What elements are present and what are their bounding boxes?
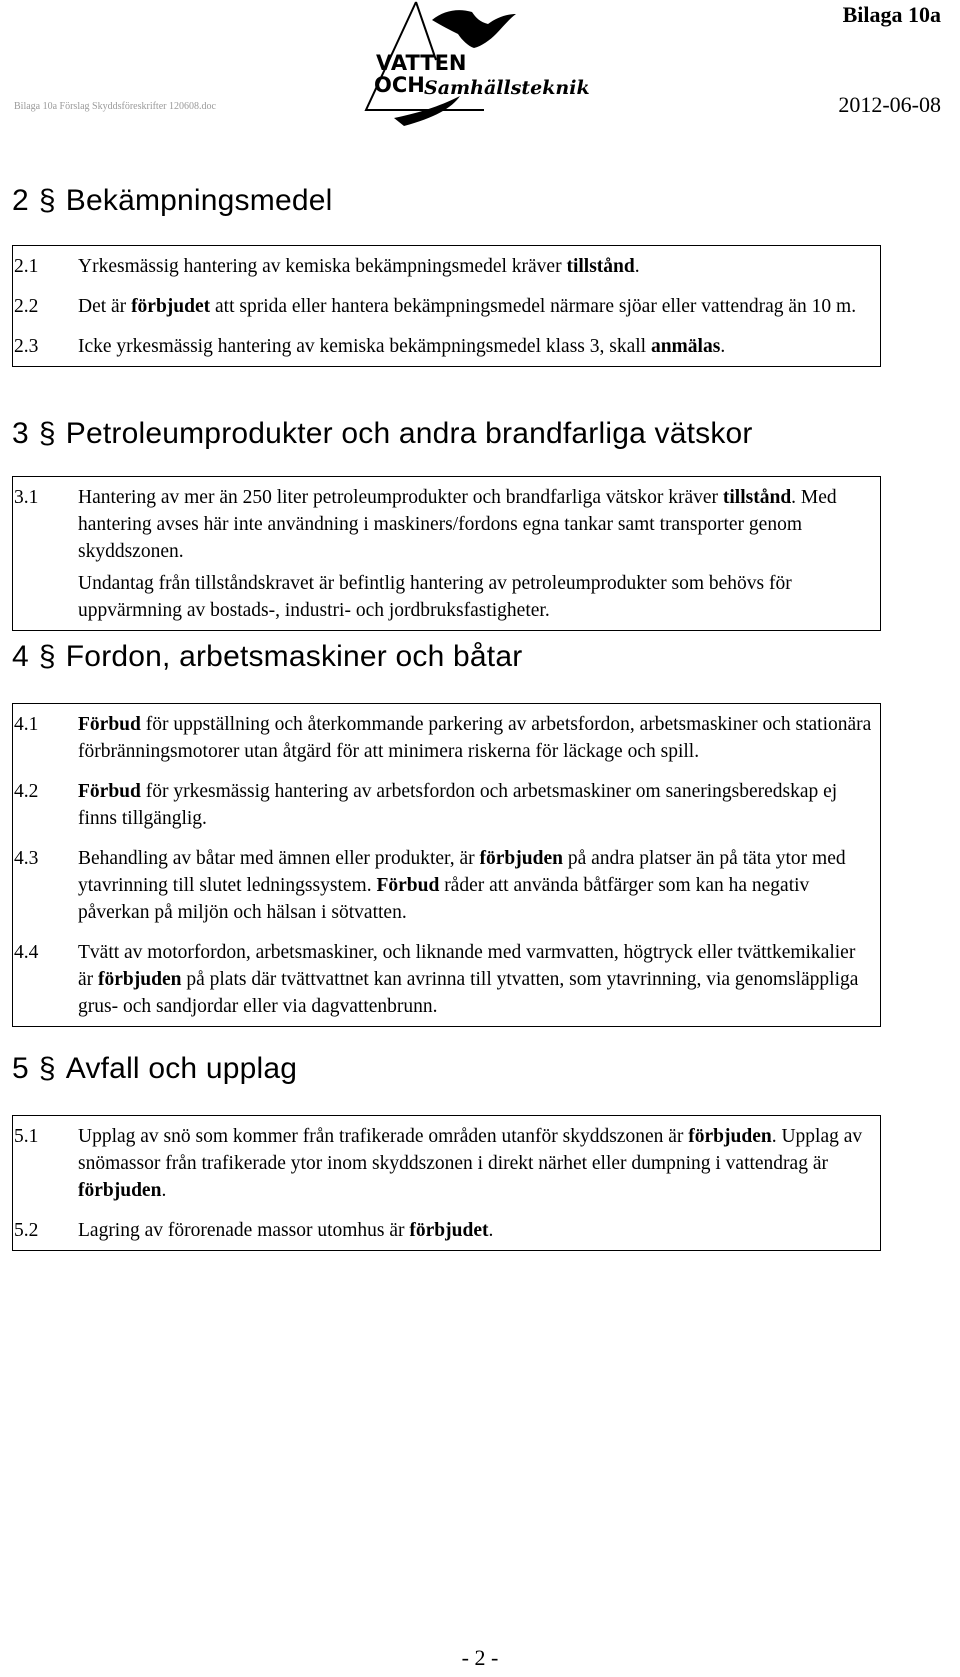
rule-fragment: Hantering av mer än 250 liter petroleumprodukter och brandfarliga vätskor kräver	[78, 487, 723, 508]
rule-number: 4.1	[13, 704, 69, 772]
rule-fragment: .	[488, 1220, 494, 1241]
table-row	[13, 1116, 881, 1211]
bird-icon	[432, 10, 516, 48]
table-row	[13, 1210, 881, 1251]
rule-fragment: Lagring av förorenade massor utomhus är	[78, 1220, 410, 1241]
appendix-label: Bilaga 10a	[842, 2, 941, 27]
rule-emphasis: förbjudet	[131, 296, 211, 317]
rule-emphasis: Förbud	[78, 781, 141, 802]
logo-line3: Samhällsteknik	[424, 77, 590, 99]
rule-fragment: Det är	[78, 296, 132, 317]
rule-fragment: .	[161, 1180, 167, 1201]
rules-table-section-5	[12, 1115, 881, 1251]
rule-fragment: på andra platser än på täta ytor med ytavrinning till slutet ledningssystem.	[78, 848, 846, 896]
rule-number: 2.1	[13, 246, 69, 287]
section-heading-4	[12, 640, 522, 674]
table-row	[13, 477, 881, 631]
rule-emphasis: tillstånd	[566, 256, 635, 277]
rule-text	[68, 1116, 881, 1211]
table-row	[13, 704, 881, 772]
rule-emphasis: Förbud	[78, 714, 141, 735]
rule-text	[68, 477, 881, 631]
section-number: 4	[12, 640, 29, 673]
paragraph-symbol: §	[38, 417, 56, 450]
table-row	[13, 326, 881, 367]
rule-emphasis: anmälas	[650, 336, 721, 357]
section-number: 3	[12, 417, 29, 450]
section-number: 2	[12, 184, 29, 217]
logo-line2: OCH	[374, 73, 425, 97]
rule-text	[68, 286, 881, 326]
rules-table-section-4	[12, 703, 881, 1027]
rule-emphasis: förbjuden	[78, 1180, 162, 1201]
paragraph-symbol: §	[38, 640, 56, 673]
rule-number: 3.1	[13, 477, 69, 631]
table-row	[13, 286, 881, 326]
rule-emphasis: förbjuden	[98, 969, 182, 990]
rule-fragment: . Med hantering avses här inte användning i maskiners/fordons egna tankar samt transporter genom skyddszonen.	[78, 487, 837, 562]
rule-fragment: . Upplag av snömassor från trafikerade ytor inom skyddszonen i direkt närhet eller dumpning i vattendrag är	[78, 1126, 863, 1174]
rule-text	[68, 326, 881, 367]
vatten-och-samhallsteknik-logo	[364, 0, 600, 134]
logo-line1: VATTEN	[376, 51, 467, 75]
table-row	[13, 932, 881, 1027]
rule-emphasis: förbjuden	[479, 848, 563, 869]
section-title: Bekämpningsmedel	[65, 184, 333, 217]
rule-fragment: råder att använda båtfärger som kan ha negativ påverkan på miljön och hälsan i sötvatten.	[78, 875, 810, 923]
rule-text	[68, 246, 881, 287]
paragraph-symbol: §	[38, 1052, 56, 1085]
rule-number: 4.4	[13, 932, 69, 1027]
section-number: 5	[12, 1052, 29, 1085]
paragraph-symbol: §	[38, 184, 56, 217]
table-row	[13, 246, 881, 287]
filename-label: Bilaga 10a Förslag Skyddsföreskrifter 120608.doc	[14, 101, 216, 112]
rule-fragment: Behandling av båtar med ämnen eller produkter, är	[78, 848, 480, 869]
section-title: Avfall och upplag	[65, 1052, 298, 1085]
section-heading-5	[12, 1052, 297, 1086]
rule-extra-text: Undantag från tillståndskravet är befintlig hantering av petroleumprodukter som behövs för uppvärmning av bostads-, industri- och jordbruksfastigheter.	[78, 573, 792, 621]
section-title: Petroleumprodukter och andra brandfarliga vätskor	[65, 417, 753, 450]
rule-fragment: Icke yrkesmässig hantering av kemiska bekämpningsmedel klass 3, skall	[78, 336, 651, 357]
rule-text	[68, 1210, 881, 1251]
rules-table-section-3	[12, 476, 881, 631]
rule-number: 4.3	[13, 838, 69, 932]
rule-fragment: Yrkesmässig hantering av kemiska bekämpningsmedel kräver	[78, 256, 567, 277]
rule-fragment: Tvätt av motorfordon, arbetsmaskiner, och liknande med varmvatten, högtryck eller tvättkemikalier är	[78, 942, 856, 990]
rule-number: 4.2	[13, 771, 69, 838]
rule-emphasis: tillstånd	[722, 487, 792, 508]
rule-text	[68, 704, 881, 772]
rule-text	[68, 838, 881, 932]
page-number: - 2 -	[461, 1645, 499, 1670]
document-date: 2012-06-08	[838, 92, 941, 117]
rule-number: 2.3	[13, 326, 69, 367]
rule-fragment: att sprida eller hantera bekämpningsmedel närmare sjöar eller vattendrag än 10 m.	[210, 296, 857, 317]
section-title: Fordon, arbetsmaskiner och båtar	[65, 640, 523, 673]
rules-table-section-2	[12, 245, 881, 367]
rule-fragment: .	[634, 256, 640, 277]
section-heading-3	[12, 417, 753, 451]
rule-fragment: .	[720, 336, 726, 357]
rule-fragment: på plats där tvättvattnet kan avrinna till ytvatten, som ytavrinning, via genomsläppliga grus- och sandjordar eller via dagvattenbrunn.	[78, 969, 859, 1017]
rule-fragment: för yrkesmässig hantering av arbetsfordon och arbetsmaskiner om saneringsberedskap ej finns tillgänglig.	[78, 781, 838, 829]
table-row	[13, 838, 881, 932]
rule-number: 5.1	[13, 1116, 69, 1211]
rule-fragment: för uppställning och återkommande parkering av arbetsfordon, arbetsmaskiner och stationära förbränningsmotorer utan åtgärd för att minimera riskerna för läckage och spill.	[78, 714, 872, 762]
rule-text	[68, 932, 881, 1027]
rule-fragment: Upplag av snö som kommer från trafikerade områden utanför skyddszonen är	[78, 1126, 689, 1147]
rule-emphasis: Förbud	[376, 875, 440, 896]
table-row	[13, 771, 881, 838]
rule-text	[68, 771, 881, 838]
rule-emphasis: förbjuden	[688, 1126, 772, 1147]
rule-emphasis: förbjudet	[409, 1220, 489, 1241]
section-heading-2	[12, 184, 332, 218]
rule-number: 2.2	[13, 286, 69, 326]
rule-number: 5.2	[13, 1210, 69, 1251]
